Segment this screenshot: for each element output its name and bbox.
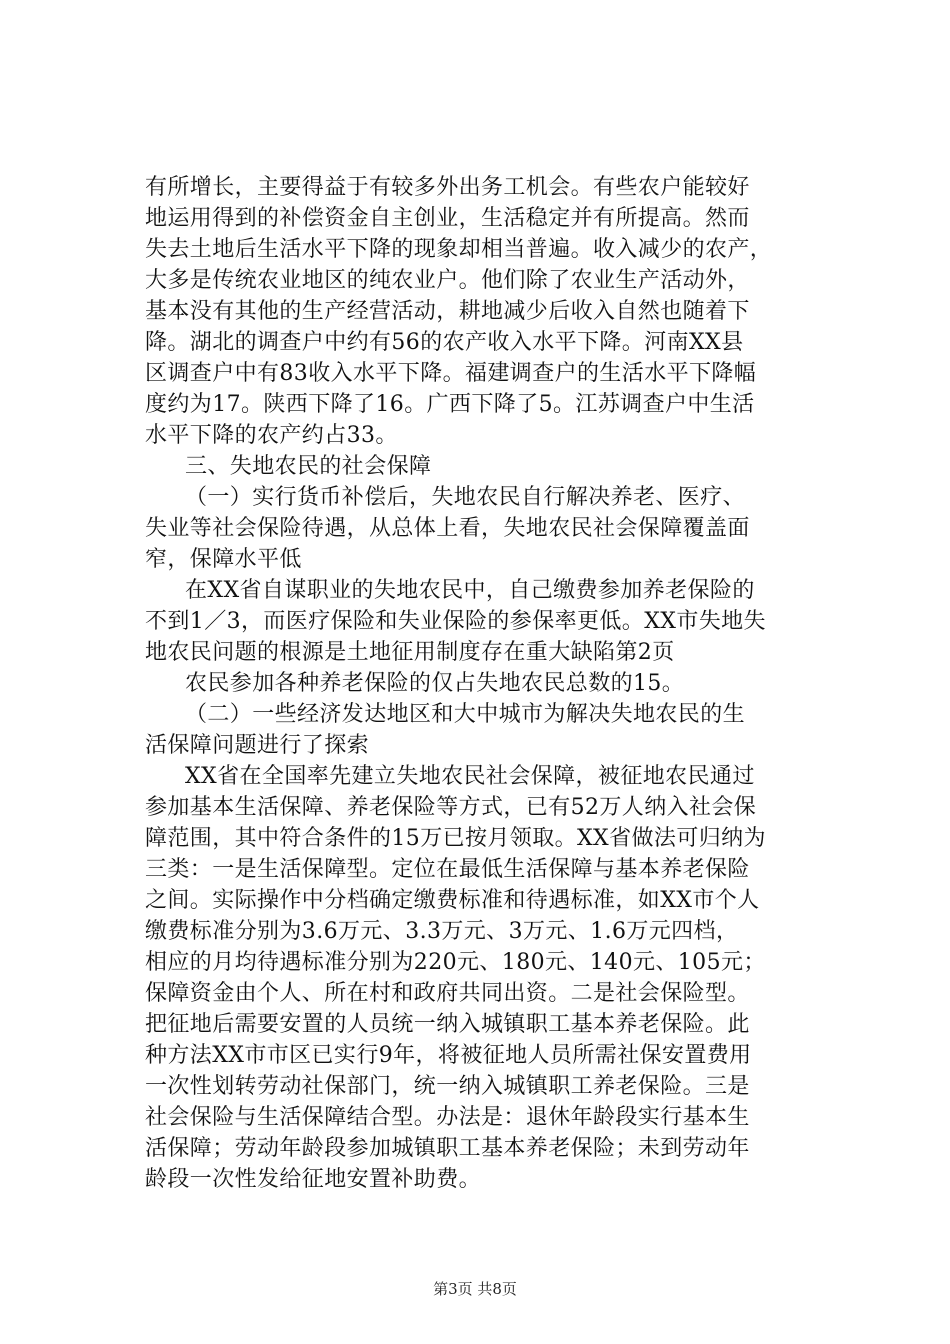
- text-line: 水平下降的农产约占33。: [145, 423, 398, 448]
- text-line: 相应的月均待遇标准分别为220元、180元、140元、105元；: [145, 950, 766, 975]
- subsection-heading-cont: 失业等社会保险待遇，从总体上看，失地农民社会保障覆盖面: [145, 516, 750, 541]
- text-line: 失去土地后生活水平下降的现象却相当普遍。收入减少的农产，: [145, 237, 773, 262]
- text-line: 保障资金由个人、所在村和政府共同出资。二是社会保险型。: [145, 981, 750, 1006]
- text-line: 之间。实际操作中分档确定缴费标准和待遇标准，如XX市个人: [145, 888, 760, 913]
- text-line: 缴费标准分别为3.6万元、3.3万元、3万元、1.6万元四档，: [145, 919, 739, 944]
- text-line: 降。湖北的调查户中约有56的农产收入水平下降。河南XX县: [145, 330, 744, 355]
- document-body: [145, 172, 810, 1195]
- text-line: 地农民问题的根源是土地征用制度存在重大缺陷第2页: [145, 640, 675, 665]
- text-line: 有所增长，主要得益于有较多外出务工机会。有些农户能较好: [145, 175, 750, 200]
- text-line: 把征地后需要安置的人员统一纳入城镇职工基本养老保险。此: [145, 1012, 750, 1037]
- text-line: 地运用得到的补偿资金自主创业，生活稳定并有所提高。然而: [145, 206, 750, 231]
- paragraph-start: 农民参加各种养老保险的仅占失地农民总数的15。: [185, 671, 685, 696]
- text-line: 不到1／3，而医疗保险和失业保险的参保率更低。XX市失地失: [145, 609, 766, 634]
- text-line: 龄段一次性发给征地安置补助费。: [145, 1167, 482, 1192]
- text-line: 参加基本生活保障、养老保险等方式，已有52万人纳入社会保: [145, 795, 757, 820]
- section-heading: 三、失地农民的社会保障: [185, 454, 432, 479]
- text-line: 障范围，其中符合条件的15万已按月领取。XX省做法可归纳为: [145, 826, 766, 851]
- text-line: 社会保险与生活保障结合型。办法是：退休年龄段实行基本生: [145, 1105, 750, 1130]
- subsection-heading: （二）一些经济发达地区和大中城市为解决失地农民的生: [185, 702, 746, 727]
- text-line: 一次性划转劳动社保部门，统一纳入城镇职工养老保险。三是: [145, 1074, 750, 1099]
- text-line: 基本没有其他的生产经营活动，耕地减少后收入自然也随着下: [145, 299, 750, 324]
- subsection-heading-cont: 活保障问题进行了探索: [145, 733, 370, 758]
- subsection-heading-cont: 窄，保障水平低: [145, 547, 302, 572]
- paragraph-start: XX省在全国率先建立失地农民社会保障，被征地农民通过: [185, 764, 755, 789]
- subsection-heading: （一）实行货币补偿后，失地农民自行解决养老、医疗、: [185, 485, 746, 510]
- text-line: 种方法XX市市区已实行9年，将被征地人员所需社保安置费用: [145, 1043, 752, 1068]
- page-footer: [0, 1279, 950, 1299]
- text-line: 大多是传统农业地区的纯农业户。他们除了农业生产活动外，: [145, 268, 750, 293]
- text-line: 区调查户中有83收入水平下降。福建调查户的生活水平下降幅: [145, 361, 757, 386]
- text-line: 度约为17。陕西下降了16。广西下降了5。江苏调查户中生活: [145, 392, 755, 417]
- text-line: 活保障；劳动年龄段参加城镇职工基本养老保险；未到劳动年: [145, 1136, 750, 1161]
- page-number-label: 第3页 共8页: [433, 1280, 517, 1298]
- text-line: 三类：一是生活保障型。定位在最低生活保障与基本养老保险: [145, 857, 750, 882]
- paragraph-start: 在XX省自谋职业的失地农民中，自己缴费参加养老保险的: [185, 578, 755, 603]
